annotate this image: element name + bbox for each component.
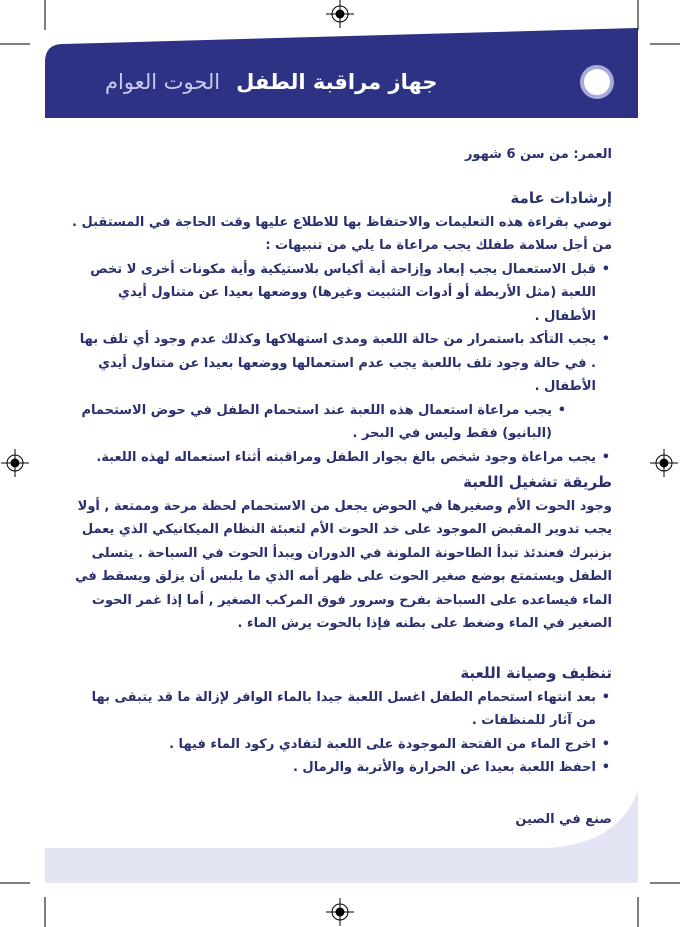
- operation-paragraph: وجود الحوت الأم وصغيرها في الحوض يجعل من الاستحمام لحظة مرحة وممتعة , أولا يجب تدوير المقبض الموجود على خد الحوت الأم لتعبئة النظام الميكانيكي الذي يعمل بزنبرك فعندئذ تبدأ الطاحونة الملونة في الدوران ويبدأ الحوت في السباحة . يتسلى الطفل ويستمتع بوضع صغير الحوت على ظهر أمه الذي ما يلبس أن يزلق ويسقط في الماء فيساعده على السباحة بفرح وسرور فوق المركب الصغير , أما إذا غمر الحوت الصغير في الماء وضغط على بطنه فإذا بالحوت يرش الماء .: [75, 498, 612, 631]
- page-title: [105, 62, 585, 102]
- footer-panel: [45, 790, 638, 883]
- operation-heading: طريقة تشغيل اللعبة: [463, 473, 612, 491]
- general-section: [72, 187, 612, 469]
- list-item: • بعد انتهاء استحمام الطفل اغسل اللعبة جيدا بالماء الوافر لإزالة ما قد يتبقى بها من آثار للمنظفات .: [72, 686, 612, 733]
- cleaning-heading: تنظيف وصيانة اللعبة: [460, 664, 612, 682]
- general-heading: إرشادات عامة: [510, 189, 612, 207]
- title-main: جهاز مراقبة الطفل: [236, 70, 438, 94]
- list-item: • اخرج الماء من الفتحة الموجودة على اللعبة لتفادي ركود الماء فيها .: [72, 733, 612, 757]
- age-line: العمر: من سن 6 شهور: [464, 147, 612, 162]
- general-line: من أجل سلامة طفلك يجب مراعاة ما يلي من تنبيهات :: [265, 238, 612, 253]
- cleaning-bullets: [72, 686, 612, 780]
- list-item: • يجب مراعاة وجود شخص بالغ بجوار الطفل ومراقبته أثناء استعماله لهذه اللعبة.: [72, 446, 612, 470]
- operation-section: [72, 471, 612, 636]
- list-item: • قبل الاستعمال يجب إبعاد وإزاحة أية أكياس بلاستيكية وأية مكونات أخرى لا تخص اللعبة (مثل الأربطة أو أدوات التثبيت وغيرها) ووضعها بعيدا عن متناول أيدي الأطفال .: [72, 258, 612, 329]
- general-line: نوصي بقراءة هذه التعليمات والاحتفاظ بها للاطلاع عليها وقت الحاجة في المستقبل .: [72, 214, 612, 230]
- general-bullets: [72, 258, 612, 470]
- list-item: • احفظ اللعبة بعيدا عن الحرارة والأتربة والرمال .: [72, 756, 612, 780]
- header-circle-icon: [582, 67, 612, 97]
- made-in-label: صنع في الصين: [515, 812, 612, 827]
- list-item: • يجب التأكد باستمرار من حالة اللعبة ومدى استهلاكها وكذلك عدم وجود أي تلف بها . في حالة وجود تلف باللعبة يجب عدم استعمالها ووضعها بعيدا عن متناول أيدي الأطفال .: [72, 328, 612, 399]
- cleaning-section: [72, 662, 612, 780]
- list-item: • يجب مراعاة استعمال هذه اللعبة عند استحمام الطفل في حوض الاستحمام (البانيو) فقط وليس في البحر .: [72, 399, 612, 446]
- title-product: الحوت العوام: [105, 70, 221, 94]
